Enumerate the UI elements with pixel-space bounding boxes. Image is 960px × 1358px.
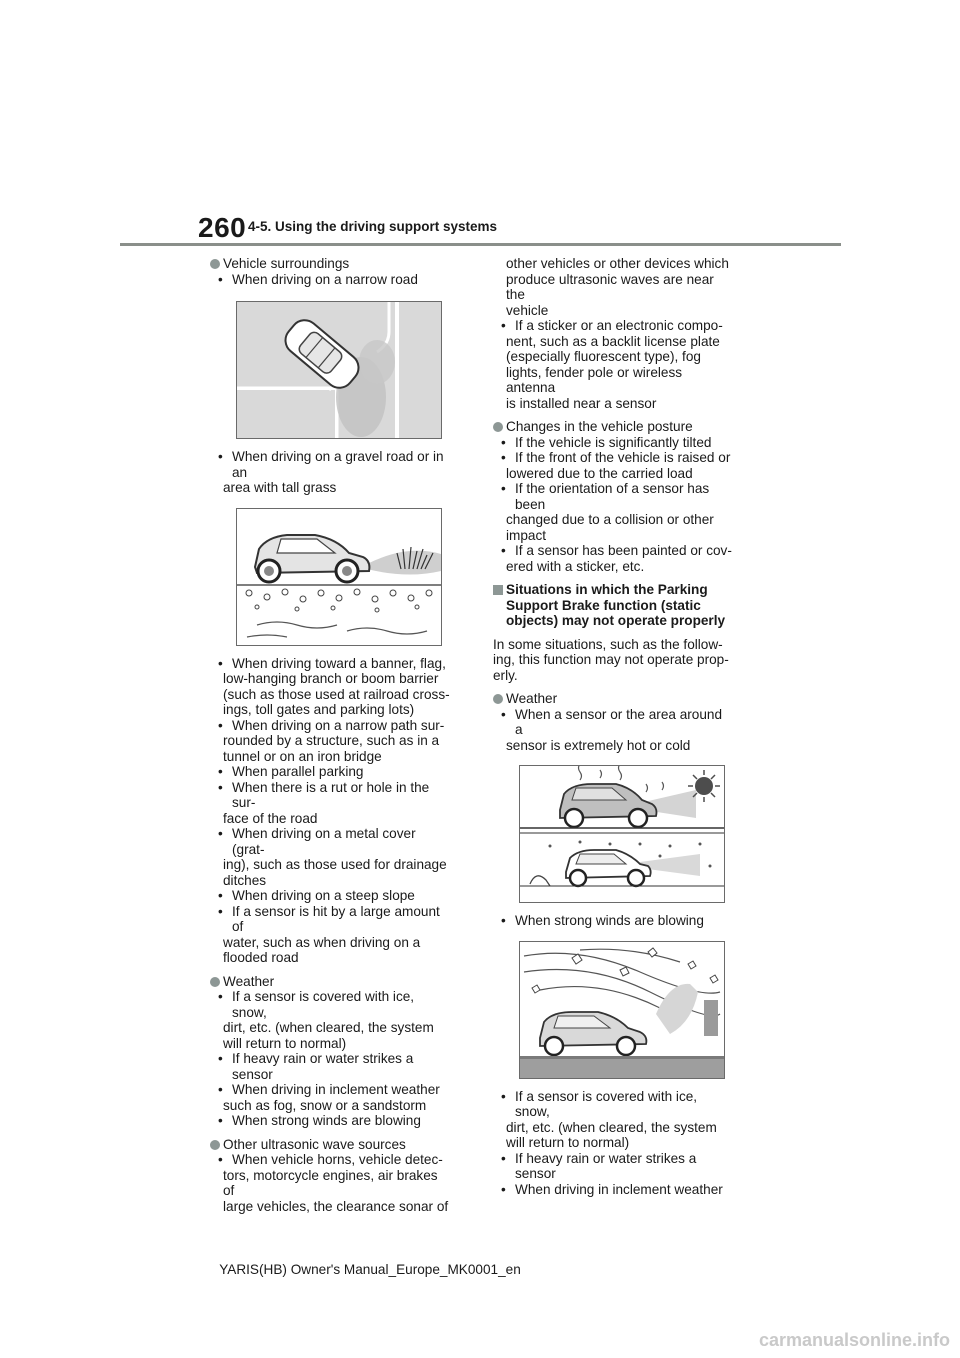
list-item: • When a sensor or the area around a (493, 707, 733, 738)
heading-ultrasonic: Other ultrasonic wave sources (210, 1137, 450, 1153)
list-item: • When vehicle horns, vehicle detec- (210, 1152, 450, 1168)
list-item: • When strong winds are blowing (493, 913, 733, 929)
figure-hot-cold (519, 765, 725, 903)
left-column: Vehicle surroundings • When driving on a narrow road • When driving on a gravel road or in an area with tall grass • When driving toward a banner, flag, low-hanging branch or boom barrier (such as those used at railroad cross- ings, toll gates and parking lots) • When driving on a narrow path sur- rounded by a structure, such as in a tunnel or on an iron bridge • When parallel parking • When there is a rut or hole in the sur- face of the road • When driving on a metal cover (grat- ing), such as those used for drainage ditches • When driving on a steep slope • If a sensor is hit by a large amount of water, such as when driving on a flooded road Weather • If a sensor is covered with ice, snow, dirt, etc. (when cleared, the system will return to normal) • If heavy rain or water strikes a sensor • When driving in inclement weather such as fog, snow or a sandstorm • When strong winds are blowing Other ultrasonic wave sources • When vehicle horns, vehicle detec- tors, motorcycle engines, air brakes of large vehicles, the clearance sonar of (210, 256, 450, 1214)
figure-gravel-road (236, 508, 442, 646)
strong-winds-illustration (520, 942, 724, 1078)
list-item: • If a sensor has been painted or cov- (493, 543, 733, 559)
figure-narrow-road (236, 301, 442, 439)
watermark: carmanualsonline.info (758, 1330, 950, 1350)
footer-text: YARIS(HB) Owner's Manual_Europe_MK0001_en (219, 1262, 521, 1277)
list-item: • If a sensor is covered with ice, snow, (210, 989, 450, 1020)
list-item: • When driving on a steep slope (210, 888, 450, 904)
header-divider (120, 243, 841, 246)
list-item: • If heavy rain or water strikes a sensor (210, 1051, 450, 1082)
subsection-intro: In some situations, such as the follow- ing, this function may not operate prop- erly. (493, 636, 729, 683)
list-item: • If a sensor is covered with ice, snow, (493, 1089, 733, 1120)
heading-weather-2: Weather (493, 691, 733, 707)
list-item: • When there is a rut or hole in the sur- (210, 780, 450, 811)
list-item: • When driving on a gravel road or in an (210, 449, 450, 480)
list-item: • When strong winds are blowing (210, 1113, 450, 1129)
list-item: • When driving in inclement weather (493, 1182, 733, 1198)
figure-strong-winds (519, 941, 725, 1079)
hot-cold-illustration (520, 766, 724, 902)
list-item: • If a sensor is hit by a large amount of (210, 904, 450, 935)
narrow-road-illustration (237, 302, 441, 438)
right-column: other vehicles or other devices which produce ultrasonic waves are near the vehicle • If a sticker or an electronic compo- nent, such as a backlit license plate (especially fluorescent type), fog lights, fender pole or wireless antenna is installed near a sensor Changes in the vehicle posture • If the vehicle is significantly tilted • If the front of the vehicle is raised or lowered due to the carried load • If the orientation of a sensor has been changed due to a collision or other impact • If a sensor has been painted or cov- ered with a sticker, etc. Situations in which the Parking Support Brake function (static objects) may not operate properly In some situations, such as the follow- ing, this function may not operate prop- erly. Weather • When a sensor or the area around a sensor is extremely hot or cold • When strong winds are blowing • If a sensor is covered with ice, snow, dirt, etc. (when cleared, the system will return to normal) • If heavy rain or water strikes a sensor • When driving in inclement weather (493, 256, 733, 1197)
heading-vehicle-surroundings: Vehicle surroundings (210, 256, 450, 272)
heading-weather: Weather (210, 974, 450, 990)
list-item: • When driving on a narrow path sur- (210, 718, 450, 734)
list-item: • When driving in inclement weather (210, 1082, 450, 1098)
subsection-heading: Situations in which the Parking Support Brake function (static objects) may not operate properly (493, 582, 733, 629)
list-item: • If the orientation of a sensor has been (493, 481, 733, 512)
page-number: 260 (198, 212, 247, 243)
list-item: • When driving toward a banner, flag, (210, 656, 450, 672)
list-item-continued: area with tall grass (223, 480, 337, 495)
section-title: 4-5. Using the driving support systems (248, 219, 498, 234)
list-item: • If the vehicle is significantly tilted (493, 435, 733, 451)
heading-vehicle-posture: Changes in the vehicle posture (493, 419, 733, 435)
list-item: • If a sticker or an electronic compo- (493, 318, 733, 334)
gravel-road-illustration (237, 509, 441, 645)
list-item-continued: other vehicles or other devices which (506, 256, 729, 271)
list-item: • When driving on a metal cover (grat- (210, 826, 450, 857)
list-item: • When parallel parking (210, 764, 450, 780)
list-item: • If the front of the vehicle is raised or (493, 450, 733, 466)
list-item: • If heavy rain or water strikes a sensor (493, 1151, 733, 1182)
list-item: • When driving on a narrow road (210, 272, 450, 288)
